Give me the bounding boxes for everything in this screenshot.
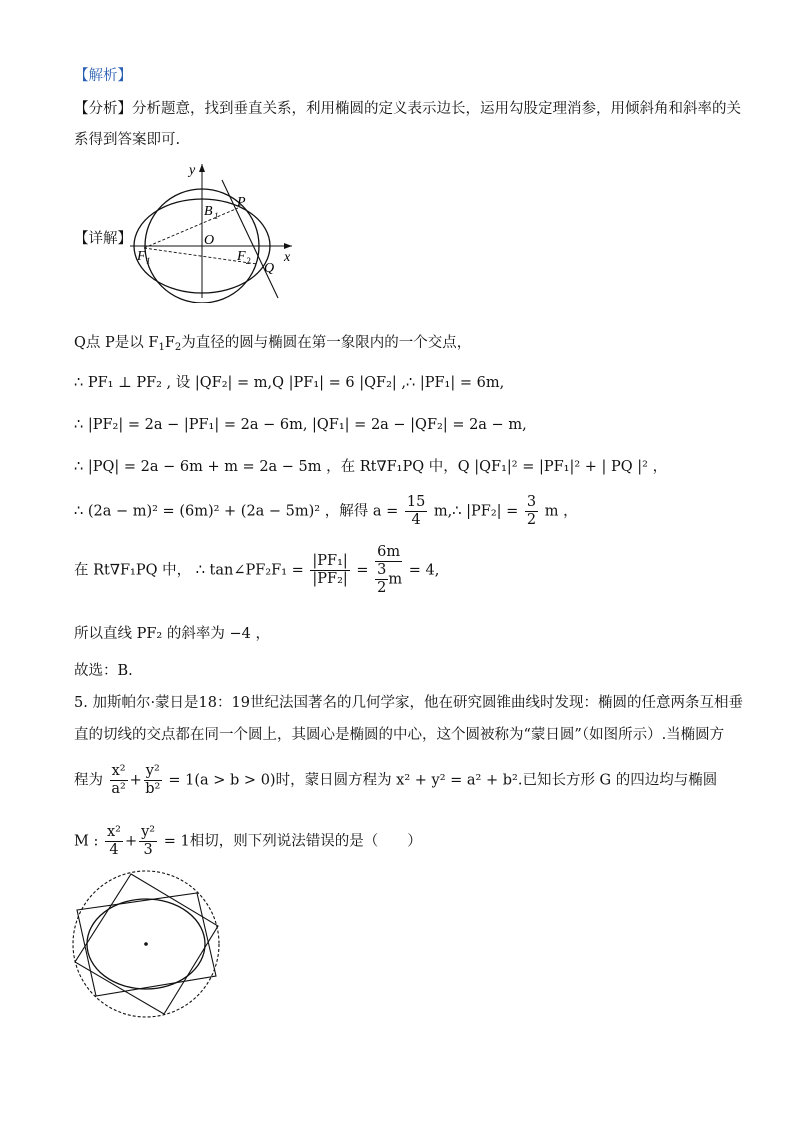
solution-text-1c: 为直径的圆与椭圆在第一象限内的一个交点， (181, 335, 472, 351)
solution-line-5 (74, 494, 578, 529)
analysis-tag: 【分析】 (74, 101, 132, 117)
label-p: P (237, 195, 246, 210)
label-f2: F (237, 249, 246, 264)
solution-line-4: ∴ |PQ| = 2a − 6m + m = 2a − 5m ，在 Rt∇F₁PQ 中，Q |QF₁|² = |PF₁|² + | PQ |² ， (74, 459, 668, 475)
solution-text-1a: Q点 P是以 F (74, 335, 159, 351)
solution-line-6 (74, 544, 439, 597)
problem5-line-4: M : $\frac{\text{x²}}{4}$ + $\frac{\text{y²}}{3}$ = 1相切，则下列说法错误的是（ ） (74, 824, 422, 858)
fraction-y2-3: $\frac{\text{y²}}{3}$ (141, 824, 156, 858)
analysis-line-2: 系得到答案即可. (74, 132, 181, 148)
label-q: Q (264, 261, 275, 276)
fraction-3-2: $\frac{3}{2}$ (526, 494, 537, 528)
label-f1: F (137, 249, 146, 264)
problem5-text-4b: = 1相切，则下列说法错误的是（ ） (163, 833, 422, 850)
problem5-text-3a: 程为 (74, 772, 103, 789)
solution-text-5b: m,∴ |PF₂| = (433, 503, 519, 520)
analysis-line-1 (74, 99, 741, 119)
analysis-heading: 【解析】 (74, 68, 132, 84)
solution-line-7: 所以直线 PF₂ 的斜率为 −4 ， (74, 626, 270, 642)
solution-text-5a: ∴ (2a − m)² = (6m)² + (2a − 5m)² ，解得 a = (74, 503, 399, 520)
monge-circle-figure (66, 866, 226, 1021)
solution-line-1: Q点 P是以 $F_1F_2$为直径的圆与椭圆在第一象限内的一个交点， (74, 335, 472, 353)
fraction-x2-4: $\frac{\text{x²}}{4}$ (106, 824, 121, 858)
problem5-text-3b: = 1(a > b > 0)时，蒙日圆方程为 x² + y² = a² + b².已知长方形 G 的四边均与椭圆 (168, 772, 718, 789)
label-b1-sub: 1 (214, 211, 219, 221)
detail-tag: 【详解】 (74, 231, 132, 247)
fraction-15-4: $\frac{15}{4}$ (406, 494, 426, 528)
fraction-pf1-pf2: $\frac{\text{|PF₁|}}{\text{|PF₂|}}$ (312, 553, 348, 587)
dashed-f1-p (144, 208, 238, 248)
solution-text-1b: F (164, 335, 175, 351)
fraction-y2-b2: $\frac{\text{y²}}{\text{b²}}$ (145, 763, 161, 797)
solution-line-8: 故选：B. (74, 663, 133, 679)
label-o: O (204, 233, 215, 248)
x-axis-arrow (284, 243, 292, 249)
solution-text-6c: = 4, (408, 562, 440, 579)
fraction-x2-a2: $\frac{\text{x²}}{\text{a²}}$ (111, 763, 126, 797)
solution-text-6a: 在 Rt∇F₁PQ 中， (74, 562, 192, 579)
problem5-text-4a: M : (74, 833, 99, 850)
fraction-6m-3-2m: 6m $\frac{3}{2}$ m (377, 544, 403, 596)
problem5-line-1: 5. 加斯帕尔·蒙日是18：19世纪法国著名的几何学家，他在研究圆锥曲线时发现：椭圆的任意两条互相垂 (74, 695, 743, 711)
problem5-line-2: 直的切线的交点都在同一个圆上，其圆心是椭圆的中心，这个圆被称为“蒙日圆”（如图所示）.当椭圆方 (74, 727, 725, 743)
solution-text-6b: ∴ tan∠PF₂F₁ = (195, 562, 304, 579)
solution-line-2: ∴ PF₁ ⊥ PF₂ , 设 |QF₂| = m,Q |PF₁| = 6 |QF₂| ,∴ |PF₁| = 6m, (74, 375, 505, 391)
solution-eq: = (356, 562, 369, 579)
analysis-text-1: 分析题意，找到垂直关系，利用椭圆的定义表示边长，运用勾股定理消参，用倾斜角和斜率的关 (132, 101, 741, 117)
label-b1: B (204, 204, 213, 219)
solution-line-3: ∴ |PF₂| = 2a − |PF₁| = 2a − 6m, |QF₁| = 2a − |QF₂| = 2a − m, (74, 417, 527, 433)
center-dot (144, 942, 148, 946)
solution-text-5c: m ， (544, 503, 578, 520)
label-f1-sub: 1 (146, 256, 151, 266)
label-f2-sub: 2 (246, 256, 251, 266)
label-y: y (189, 163, 196, 178)
label-x: x (284, 250, 291, 265)
y-axis-arrow (199, 164, 205, 172)
ellipse-circle-figure (120, 158, 300, 303)
problem5-line-3: 程为 $\frac{\text{x²}}{\text{a²}}$ + $\frac{\text{y²}}{\text{b²}}$ = 1(a > b > 0)时，蒙日圆方程为 x² + y² = a² + b².已知长方形 G 的四边均与椭圆 (74, 763, 718, 797)
